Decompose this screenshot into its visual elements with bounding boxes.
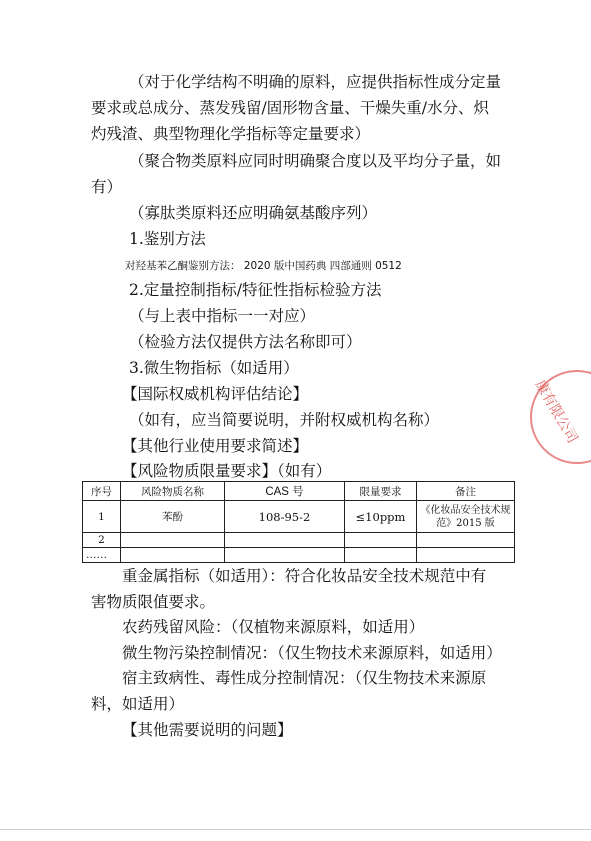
text-line: 害物质限值要求。 (91, 593, 216, 611)
section-heading: 【其他需要说明的问题】 (122, 721, 293, 739)
table-cell: 2 (83, 533, 121, 548)
text-line: 灼残渣、典型物理化学指标等定量要求） (91, 125, 371, 143)
table-header-cell: 限量要求 (345, 482, 417, 501)
text-line: 宿主致病性、毒性成分控制情况：（仅生物技术来源原 (122, 669, 487, 687)
table-cell (345, 548, 417, 563)
text-line: 农药残留风险：（仅植物来源原料，如适用） (122, 618, 425, 636)
table-cell: 1 (83, 501, 121, 533)
text-line: （如有，应当简要说明，并附权威机构名称） (129, 411, 440, 429)
table-row (83, 548, 515, 563)
text-line: 要求或总成分、蒸发残留/固形物含量、干燥失重/水分、炽 (91, 99, 489, 117)
text-line: （与上表中指标一一对应） (129, 307, 316, 325)
text-line: 微生物污染控制情况：（仅生物技术来源原料，如适用） (122, 644, 502, 662)
table-row (83, 501, 515, 533)
section-heading: 【其他行业使用要求简述】 (122, 437, 309, 455)
risk-substance-table (82, 481, 515, 563)
table-header-cell: CAS 号 (225, 482, 345, 501)
table-row (83, 533, 515, 548)
section-heading: 1.鉴别方法 (129, 230, 206, 248)
text-line: 重金属指标（如适用）：符合化妆品安全技术规范中有 (122, 567, 487, 585)
table-cell: 苯酚 (121, 501, 225, 533)
table-cell (225, 548, 345, 563)
text-line: 料，如适用） (91, 695, 185, 713)
table-cell (345, 533, 417, 548)
company-seal-text: 康有限公司 (531, 377, 581, 447)
table-cell (417, 533, 515, 548)
table-cell: 108-95-2 (225, 501, 345, 533)
section-heading: 【风险物质限量要求】（如有） (122, 462, 332, 480)
table-cell (121, 533, 225, 548)
table-header-row (83, 482, 515, 501)
table-cell: …… (83, 548, 121, 563)
section-heading: 2.定量控制指标/特征性指标检验方法 (129, 281, 382, 299)
table-header-cell: 备注 (417, 482, 515, 501)
table-header-cell: 风险物质名称 (121, 482, 225, 501)
table-cell: 《化妆品安全技术规范》2015 版 (417, 501, 515, 533)
table-cell: ≤10ppm (345, 501, 417, 533)
table-cell (121, 548, 225, 563)
table-header-cell: 序号 (83, 482, 121, 501)
page-bottom-edge (0, 829, 591, 830)
text-line: （聚合物类原料应同时明确聚合度以及平均分子量，如 (129, 152, 502, 170)
table-cell (225, 533, 345, 548)
table-cell (417, 548, 515, 563)
text-line: （检验方法仅提供方法名称即可） (129, 333, 362, 351)
section-heading: 3.微生物指标（如适用） (129, 359, 299, 377)
text-line: 有） (91, 178, 123, 196)
section-heading: 【国际权威机构评估结论】 (122, 385, 309, 403)
text-line: （对于化学结构不明确的原料，应提供指标性成分定量 (129, 73, 502, 91)
method-note: 对羟基苯乙酮鉴别方法： 2020 版中国药典 四部通则 0512 (125, 260, 402, 272)
text-line: （寡肽类原料还应明确氨基酸序列） (129, 204, 378, 222)
